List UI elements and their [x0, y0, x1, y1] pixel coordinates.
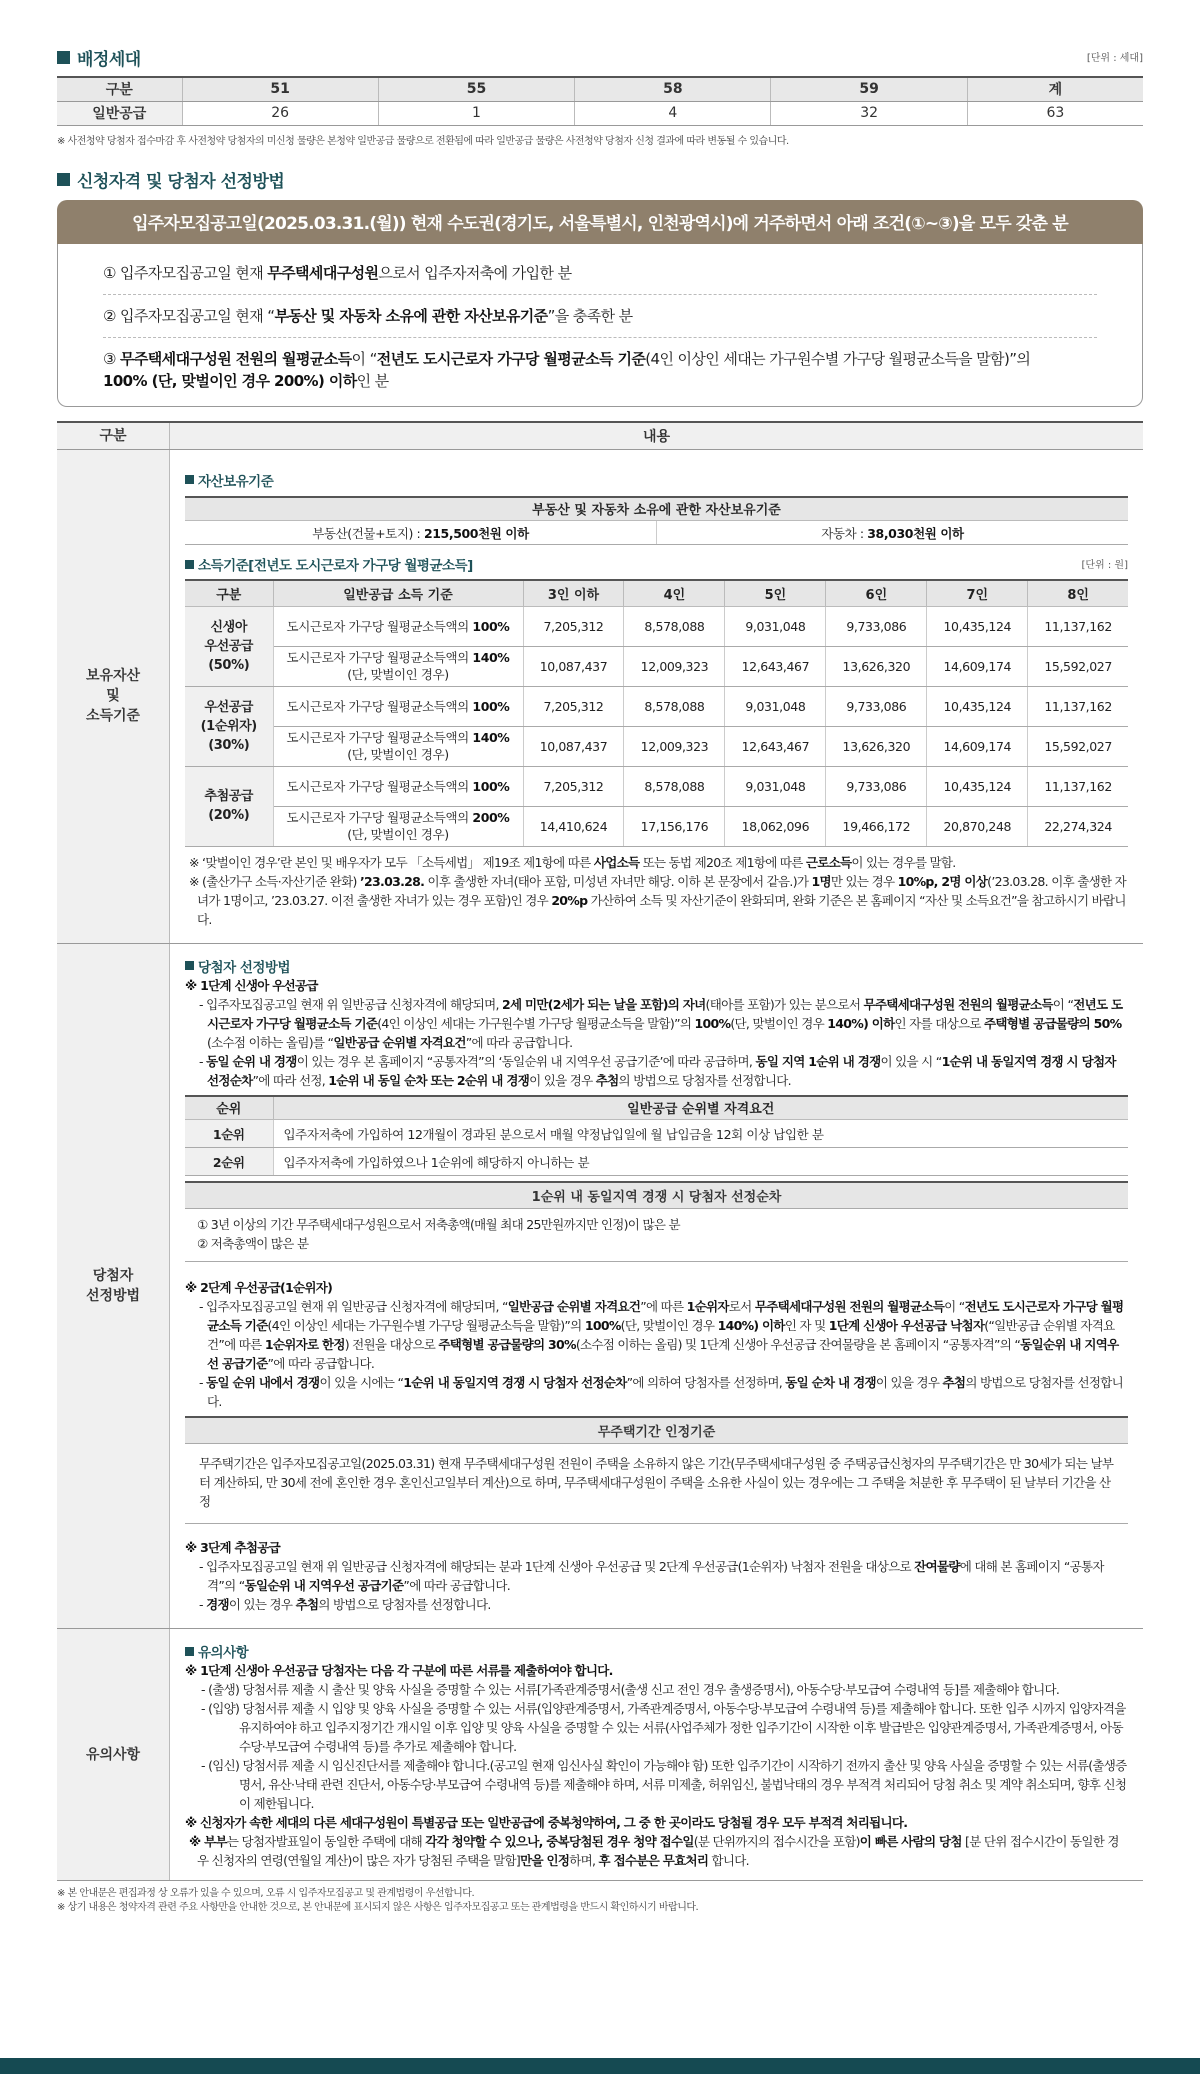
winner-label: 당첨자 선정방법 [57, 944, 170, 1629]
notice-preg: - (임신) 당첨서류 제출 시 임신진단서를 제출해야 합니다.(공고일 현재 임신사실 확인이 가능해야 함) 또한 입주기간이 시작하기 전까지 출산 및 양육 사실을 증명할 수 있는 서류(출생증명서, 유산·낙태 관련 진단서, 아동수당·부모급여 수령내역 등)를 제출해야 하며, 서류 미제출, 허위임신, 불법낙태의 경우 부적격 처리되어 당첨 취소 및 계약 취소되며, 향후 신청이 제한됩니다. [201, 1758, 1127, 1811]
income-value: 8,578,088 [624, 606, 725, 646]
alloc-section [57, 45, 1143, 147]
alloc-cell: 63 [967, 101, 1143, 125]
income-value: 8,578,088 [624, 766, 725, 806]
alloc-table [57, 76, 1143, 126]
alloc-cell: 일반공급 [57, 101, 182, 125]
income-value: 7,205,312 [523, 606, 624, 646]
nohouse-header: 무주택기간 인정기준 [185, 1416, 1128, 1444]
income-value: 9,733,086 [826, 606, 927, 646]
qual-title: 신청자격 및 당첨자 선정방법 [57, 167, 1143, 192]
asset-row [57, 450, 1143, 944]
income-table [185, 579, 1128, 847]
main-header [57, 423, 1143, 450]
main-table [57, 421, 1143, 1882]
asset-table-head: 부동산 및 자동차 소유에 관한 자산보유기준 [185, 497, 1128, 521]
rank-table [185, 1095, 1128, 1177]
income-value: 15,592,027 [1028, 646, 1128, 686]
income-header: 3인 이하 [523, 580, 624, 606]
income-value: 19,466,172 [826, 806, 927, 846]
notice-adopt: - (입양) 당첨서류 제출 시 입양 및 양육 사실을 증명할 수 있는 서류(입양관계증명서, 가족관계증명서, 아동수당·부모급여 수령내역 등)를 제출해야 합니다. 또한 입주 시까지 입양자격을 유지하여야 하고 입주지정기간 개시일 이후 입양 및 양육 사실을 증명할 수 있는 서류(사업주체가 정한 입주기간이 시작한 이후 발급받은 입양관계증명서, 가족관계증명서, 아동수당·부모급여 수령내역 등)를 추가로 제출해야 합니다. [201, 1701, 1126, 1754]
income-value: 10,435,124 [927, 606, 1028, 646]
qual-conditions [57, 242, 1143, 407]
income-value: 14,410,624 [523, 806, 624, 846]
income-criteria: 도시근로자 가구당 월평균소득액의 100% [273, 766, 523, 806]
alloc-header: 계 [967, 77, 1143, 101]
income-row [185, 726, 1128, 766]
rank-desc: 입주자저축에 가입하여 12개월이 경과된 분으로서 매월 약정납입일에 월 납입금을 12회 이상 납입한 분 [273, 1120, 1128, 1148]
stage3-para1: - 입주자모집공고일 현재 위 일반공급 신청자격에 해당되는 분과 1단계 신생아 우선공급 및 2단계 우선공급(1순위자) 낙첨자 전원을 대상으로 잔여물량에 대해 본 홈페이지 “공통자격”의 “동일순위 내 지역우선 공급기준”에 따라 공급합니다. [199, 1559, 1104, 1593]
alloc-header: 55 [378, 77, 574, 101]
rank-header: 일반공급 순위별 자격요건 [273, 1096, 1128, 1120]
income-header: 5인 [725, 580, 826, 606]
income-value: 12,009,323 [624, 646, 725, 686]
income-value: 13,626,320 [826, 646, 927, 686]
income-header: 구분 [185, 580, 273, 606]
alloc-cell: 26 [182, 101, 378, 125]
alloc-header: 51 [182, 77, 378, 101]
rank-header: 순위 [185, 1096, 273, 1120]
stage3-title: ※ 3단계 추첨공급 [185, 1540, 281, 1555]
square-bullet-icon [185, 961, 194, 970]
income-value: 12,643,467 [725, 726, 826, 766]
income-header: 일반공급 소득 기준 [273, 580, 523, 606]
income-row [185, 766, 1128, 806]
notice-label: 유의사항 [57, 1629, 170, 1880]
bottom-bar [0, 2058, 1200, 2074]
alloc-title: 배정세대 [57, 45, 1143, 70]
square-bullet-icon [185, 1647, 194, 1656]
income-unit: [단위 : 원] [1081, 560, 1128, 571]
income-value: 7,205,312 [523, 686, 624, 726]
income-value: 9,031,048 [725, 686, 826, 726]
income-value: 11,137,162 [1028, 766, 1128, 806]
income-value: 9,733,086 [826, 766, 927, 806]
footer-note: ※ 본 안내문은 편집과정 상 오류가 있을 수 있으며, 오류 시 입주자모집공고 및 관계법령이 우선합니다. [57, 1888, 475, 1899]
income-value: 12,009,323 [624, 726, 725, 766]
income-value: 10,435,124 [927, 686, 1028, 726]
birth-note: ※ (출산가구 소득·자산기준 완화) ’23.03.28. 이후 출생한 자녀(태아 포함, 미성년 자녀만 해당. 이하 본 문장에서 같음.)가 1명만 있는 경우 10%p, 2명 이상(’23.03.28. 이후 출생한 자녀가 1명이고, ’23.03.27. 이전 출생한 자녀가 있는 경우 포함)인 경우 20%p 가산하여 소득 및 자산기준이 완화되며, 완화 기준은 본 홈페이지 “자산 및 소득요건”을 참고하시기 바랍니다. [189, 873, 1127, 927]
income-value: 22,274,324 [1028, 806, 1128, 846]
income-header: 7인 [927, 580, 1028, 606]
income-criteria: 도시근로자 가구당 월평균소득액의 200% (단, 맞벌이인 경우) [273, 806, 523, 846]
alloc-cell: 1 [378, 101, 574, 125]
footer-note: ※ 상기 내용은 청약자격 관련 주요 사항만을 안내한 것으로, 본 안내문에 표시되지 않은 사항은 입주자모집공고 또는 관계법령을 반드시 확인하시기 바랍니다. [57, 1902, 699, 1913]
income-group-label: 신생아 우선공급 (50%) [185, 606, 273, 686]
income-value: 11,137,162 [1028, 686, 1128, 726]
order-item: ② 저축총액이 많은 분 [197, 1236, 309, 1251]
income-value: 10,435,124 [927, 766, 1028, 806]
car-limit: 자동차 : 38,030천원 이하 [657, 521, 1129, 545]
income-header: 4인 [624, 580, 725, 606]
income-row [185, 646, 1128, 686]
main-header-col2: 내용 [170, 423, 1143, 449]
rank-desc: 입주자저축에 가입하였으나 1순위에 해당하지 아니하는 분 [273, 1148, 1128, 1176]
alloc-cell: 32 [771, 101, 967, 125]
stage3-para2: - 경쟁이 있는 경우 추첨의 방법으로 당첨자를 선정합니다. [199, 1597, 491, 1612]
alloc-note: ※ 사전청약 당첨자 접수마감 후 사전청약 당첨자의 미신청 물량은 본청약 일반공급 물량으로 전환됨에 따라 일반공급 물량은 사전청약 당첨자 신청 결과에 따라 변동될 수 있습니다. [57, 135, 789, 147]
income-value: 17,156,176 [624, 806, 725, 846]
real-estate-limit: 부동산(건물+토지) : 215,500천원 이하 [185, 521, 657, 545]
main-header-col1: 구분 [57, 423, 170, 449]
notice-row [57, 1629, 1143, 1881]
stage1-para2: - 동일 순위 내 경쟁이 있는 경우 본 홈페이지 “공통자격”의 ‘동일순위 내 지역우선 공급기준’에 따라 공급하며, 동일 지역 1순위 내 경쟁이 있을 시 “1순위 내 동일지역 경쟁 시 당첨자 선정순차”에 따라 선정, 1순위 내 동일 순차 또는 2순위 내 경쟁이 있을 경우 추첨의 방법으로 당첨자를 선정합니다. [199, 1053, 1116, 1088]
income-sub-title: 소득기준[전년도 도시근로자 가구당 월평균소득] [185, 554, 1128, 574]
income-value: 9,031,048 [725, 766, 826, 806]
alloc-header: 59 [771, 77, 967, 101]
stage2-title: ※ 2단계 우선공급(1순위자) [185, 1280, 333, 1295]
square-bullet-icon [185, 475, 194, 484]
asset-label: 보유자산 및 소득기준 [57, 450, 170, 943]
income-criteria: 도시근로자 가구당 월평균소득액의 100% [273, 606, 523, 646]
income-value: 9,031,048 [725, 606, 826, 646]
income-criteria: 도시근로자 가구당 월평균소득액의 140% (단, 맞벌이인 경우) [273, 726, 523, 766]
asset-sub-title: 자산보유기준 [185, 470, 1128, 490]
document-page [57, 45, 1143, 1915]
asset-table [185, 496, 1128, 546]
notice-birth: - (출생) 당첨서류 제출 시 출산 및 양육 사실을 증명할 수 있는 서류[가족관계증명서(출생 신고 전인 경우 출생증명서), 아동수당·부모급여 수령내역 등]를 제출해야 합니다. [201, 1682, 1060, 1697]
alloc-header: 58 [575, 77, 771, 101]
winner-sub-title: 당첨자 선정방법 [185, 956, 1128, 976]
income-value: 15,592,027 [1028, 726, 1128, 766]
income-group-label: 추첨공급 (20%) [185, 766, 273, 846]
alloc-unit: [단위 : 세대] [1086, 53, 1143, 64]
income-value: 8,578,088 [624, 686, 725, 726]
income-value: 7,205,312 [523, 766, 624, 806]
stage1-para1: - 입주자모집공고일 현재 위 일반공급 신청자격에 해당되며, 2세 미만(2세가 되는 날을 포함)의 자녀(태아를 포함)가 있는 분으로서 무주택세대구성원 전원의 월평균소득이 “전년도 도시근로자 가구당 월평균소득 기준(4인 이상인 세대는 가구원수별 가구당 월평균소득을 말함)”의 100%(단, 맞벌이인 경우 140%) 이하인 자를 대상으로 주택형별 공급물량의 50%(소수점 이하는 올림)를 “일반공급 순위별 자격요건”에 따라 공급합니다. [199, 996, 1123, 1050]
square-bullet-icon [57, 51, 70, 64]
footer-notes [57, 1887, 1143, 1915]
square-bullet-icon [185, 560, 194, 569]
income-value: 14,609,174 [927, 646, 1028, 686]
order-item: ① 3년 이상의 기간 무주택세대구성원으로서 저축총액(매월 최대 25만원까지만 인정)이 많은 분 [197, 1217, 680, 1232]
rank-cell: 2순위 [185, 1148, 273, 1176]
income-value: 11,137,162 [1028, 606, 1128, 646]
income-criteria: 도시근로자 가구당 월평균소득액의 100% [273, 686, 523, 726]
rank-cell: 1순위 [185, 1120, 273, 1148]
alloc-header: 구분 [57, 77, 182, 101]
income-header: 8인 [1028, 580, 1128, 606]
notice-couple: ※ 부부는 당첨자발표일이 동일한 주택에 대해 각각 청약할 수 있으나, 중복당첨된 경우 청약 접수일(분 단위까지의 접수시간을 포함)이 빠른 사람의 당첨 [분 단위 접수시간이 동일한 경우 신청자의 연령(연월일 계산)이 많은 자가 당첨된 주택을 말함]만을 인정하며, 후 접수분은 무효처리 합니다. [189, 1834, 1119, 1868]
income-value: 10,087,437 [523, 726, 624, 766]
notice-item: ※ 1단계 신생아 우선공급 당첨자는 다음 각 구분에 따른 서류를 제출하여야 합니다. [185, 1663, 613, 1678]
condition-1: ① 입주자모집공고일 현재 무주택세대구성원으로서 입주자저축에 가입한 분 [103, 252, 1097, 295]
condition-2: ② 입주자모집공고일 현재 “부동산 및 자동차 소유에 관한 자산보유기준”을 충족한 분 [103, 295, 1097, 338]
stage1-title: ※ 1단계 신생아 우선공급 [185, 977, 318, 993]
stage2-para1: - 입주자모집공고일 현재 위 일반공급 신청자격에 해당되며, “일반공급 순위별 자격요건”에 따른 1순위자로서 무주택세대구성원 전원의 월평균소득이 “전년도 도시근로자 가구당 월평균소득 기준(4인 이상인 세대는 가구원수별 가구당 월평균소득을 말함)”의 100%(단, 맞벌이인 경우 140%) 이하인 자 및 1단계 신생아 우선공급 낙첨자(“일반공급 순위별 자격요건”에 따른 1순위자로 한정) 전원을 대상으로 주택형별 공급물량의 30%(소수점 이하는 올림) 및 1단계 신생아 우선공급 잔여물량을 본 홈페이지 “공통자격”의 “동일순위 내 지역우선 공급기준”에 따라 공급합니다. [199, 1299, 1124, 1371]
income-criteria: 도시근로자 가구당 월평균소득액의 140% (단, 맞벌이인 경우) [273, 646, 523, 686]
income-row [185, 606, 1128, 646]
qual-banner: 입주자모집공고일(2025.03.31.(월)) 현재 수도권(경기도, 서울특별시, 인천광역시)에 거주하면서 아래 조건(①~③)을 모두 갖춘 분 [57, 200, 1143, 244]
nohouse-text: 무주택기간은 입주자모집공고일(2025.03.31) 현재 무주택세대구성원 전원이 주택을 소유하지 않은 기간(무주택세대구성원 중 주택공급신청자의 무주택기간은 만 30세가 되는 날부터 계산하되, 만 30세 전에 혼인한 경우 혼인신고일부터 계산)으로 하며, 무주택세대구성원이 주택을 소유한 사실이 있는 경우에는 그 주택을 처분한 후 무주택이 된 날부터 기간을 산정 [185, 1444, 1128, 1524]
income-row [185, 806, 1128, 846]
income-value: 12,643,467 [725, 646, 826, 686]
winner-row [57, 944, 1143, 1630]
income-header: 6인 [826, 580, 927, 606]
income-value: 9,733,086 [826, 686, 927, 726]
income-value: 18,062,096 [725, 806, 826, 846]
alloc-cell: 4 [575, 101, 771, 125]
condition-3: ③ 무주택세대구성원 전원의 월평균소득이 “전년도 도시근로자 가구당 월평균소득 기준(4인 이상인 세대는 가구원수별 가구당 월평균소득을 말함)”의 100% (단, 맞벌이인 경우 200%) 이하인 분 [103, 349, 1031, 390]
qual-section [57, 167, 1143, 407]
income-value: 13,626,320 [826, 726, 927, 766]
income-value: 10,087,437 [523, 646, 624, 686]
income-group-label: 우선공급 (1순위자) (30%) [185, 686, 273, 766]
income-row [185, 686, 1128, 726]
couple-note: ※ ‘맞벌이인 경우’란 본인 및 배우자가 모두 「소득세법」 제19조 제1항에 따른 사업소득 또는 동법 제20조 제1항에 따른 근로소득이 있는 경우를 말함. [189, 854, 956, 870]
income-value: 20,870,248 [927, 806, 1028, 846]
income-value: 14,609,174 [927, 726, 1028, 766]
stage2-para2: - 동일 순위 내에서 경쟁이 있을 시에는 “1순위 내 동일지역 경쟁 시 당첨자 선정순차”에 의하여 당첨자를 선정하며, 동일 순차 내 경쟁이 있을 경우 추첨의 방법으로 당첨자를 선정합니다. [199, 1375, 1124, 1409]
square-bullet-icon [57, 173, 70, 186]
notice-item: ※ 신청자가 속한 세대의 다른 세대구성원이 특별공급 또는 일반공급에 중복청약하여, 그 중 한 곳이라도 당첨될 경우 모두 부적격 처리됩니다. [185, 1815, 908, 1830]
notice-sub-title: 유의사항 [185, 1641, 1128, 1661]
order-header: 1순위 내 동일지역 경쟁 시 당첨자 선정순차 [185, 1181, 1128, 1209]
